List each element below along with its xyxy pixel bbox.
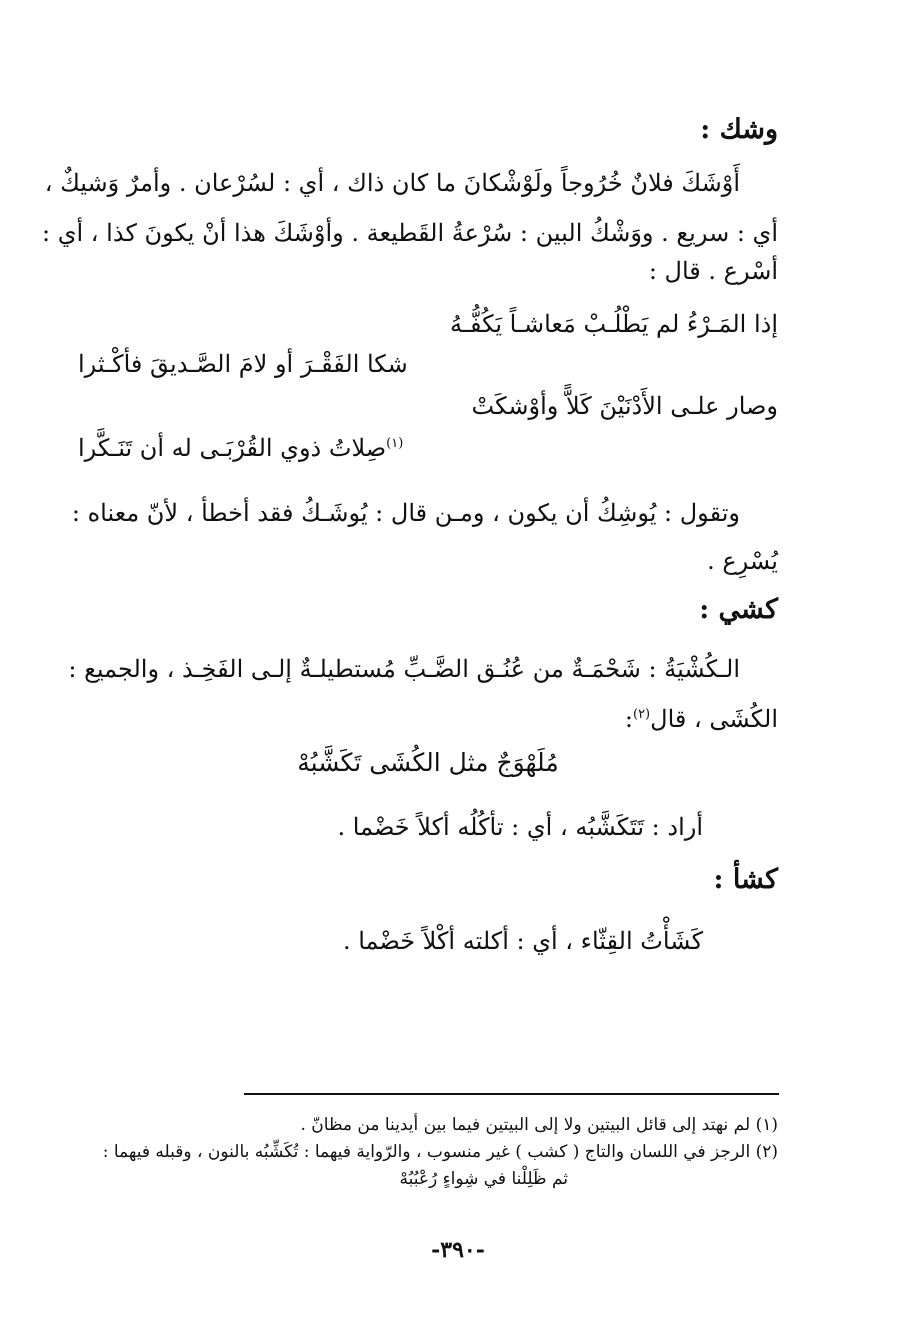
verse-text: صِلاتُ ذوي القُرْبَـى له أن تَنَـكَّرا [78,434,387,462]
entry-text-line [625,694,778,740]
entry-text-line: الـكُشْيَةُ : شَحْمَـةٌ من عُنُـق الضَّـبِّ مُستطيلـةٌ إلـى الفَخِـذ ، والجميع : [68,655,740,683]
entry-text: الكُشَى ، قال [650,705,778,733]
footnotes [78,1112,778,1193]
footnote-verse: ثم ظَلِلْنا في شِواءٍ رُعْبُبُهْ [399,1169,568,1189]
verse-hemistich-first: إذا المَـرْءُ لم يَطْلُـبْ مَعاشـاً يَكُفُّـهُ [450,310,778,338]
rajaz-verse: مُلَهْوَجٌ مثل الكُشَى تَكَشَّبُهْ [297,748,559,777]
footnote: (١) لم نهتد إلى قائل البيتين ولا إلى البيتين فيما بين أيدينا من مظانّ . [300,1115,778,1135]
entry-text-line: أراد : تَتَكَشَّبُه ، أي : تأكُلُه أكلاً خَضْما . [337,813,703,841]
entry-text-line: أسْرع . قال : [648,257,778,285]
entry-heading: كشأ : [713,864,778,895]
page-number: -٣٩٠- [431,1237,485,1263]
entry-heading: كشي : [699,594,778,625]
entry-text-line: أي : سريع . ووَشْكُ البين : سُرْعةُ القَطيعة . وأوْشَكَ هذا أنْ يكونَ كذا ، أي : [42,219,778,247]
entry-heading: وشك : [700,114,778,145]
entry-text-line: يُسْرِع . [707,547,778,575]
verse-hemistich-second [78,434,778,462]
footnote-mark: (١) [386,436,404,451]
entry-text-line: كَشَأْتُ القِثّاء ، أي : أكلته أكْلاً خَضْما . [342,927,703,955]
entry-text-line: وتقول : يُوشِكُ أن يكون ، ومـن قال : يُوشَـكُ فقد أخطأ ، لأنّ معناه : [71,499,740,527]
entry-text-line: أَوْشَكَ فلانٌ خُرُوجاً ولَوْشْكانَ ما كان ذاك ، أي : لسُرْعان . وأمرٌ وَشيكٌ ، [44,169,740,197]
footnote: (٢) الرجز في اللسان والتاج ( كشب ) غير منسوب ، والرّواية فيهما : تُكَشِّبُه بالنون ، وقبله فيهما : [102,1142,778,1162]
page-body [42,100,778,1280]
verse-hemistich-second: شكا الفَقْـرَ أو لامَ الصَّـديقَ فأكْـثرا [78,350,408,378]
footnote-mark: (٢) [632,707,651,722]
verse-hemistich-first: وصار علـى الأَدْنَيْنَ كَلاًّ وأوْشكَتْ [471,392,778,420]
entry-text-tail: : [624,705,633,733]
footnote-divider [244,1093,779,1095]
